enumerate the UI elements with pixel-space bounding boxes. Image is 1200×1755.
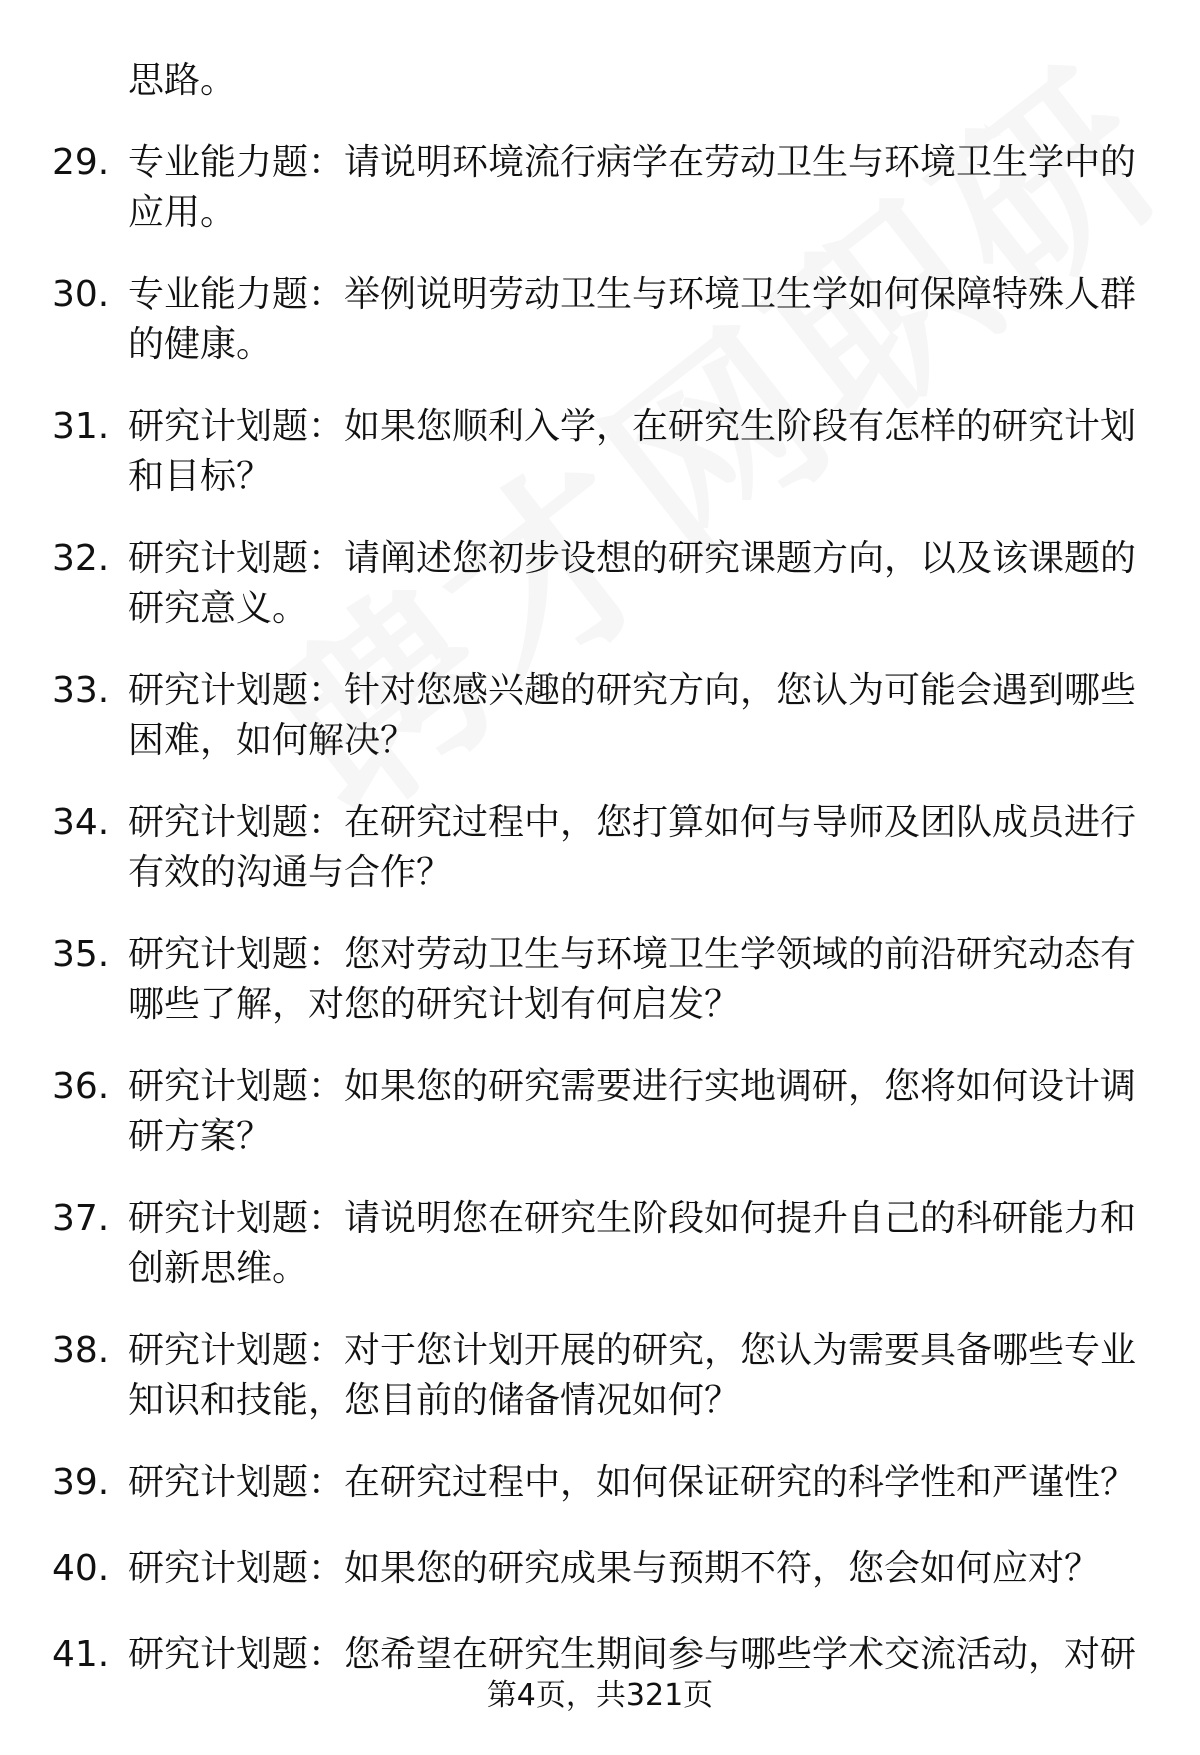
question-item <box>0 534 1200 666</box>
question-item <box>0 930 1200 1062</box>
question-text: 研究计划题：针对您感兴趣的研究方向，您认为可能会遇到哪些 困难，如何解决？ <box>128 670 1137 761</box>
question-list <box>0 138 1200 1716</box>
question-text: 研究计划题：请说明您在研究生阶段如何提升自己的科研能力和 创新思维。 <box>128 1198 1137 1289</box>
question-text: 研究计划题：如果您的研究需要进行实地调研，您将如何设计调 研方案？ <box>128 1066 1137 1157</box>
question-text: 研究计划题：在研究过程中，您打算如何与导师及团队成员进行 有效的沟通与合作？ <box>128 802 1137 893</box>
question-number: 39. <box>52 1462 110 1503</box>
question-number: 35. <box>52 934 110 975</box>
question-text: 研究计划题：您对劳动卫生与环境卫生学领域的前沿研究动态有 哪些了解，对您的研究计划有何启发？ <box>128 934 1137 1025</box>
question-number: 38. <box>52 1330 110 1371</box>
question-number: 33. <box>52 670 110 711</box>
question-text: 研究计划题：在研究过程中，如何保证研究的科学性和严谨性？ <box>128 1462 1137 1503</box>
question-item <box>0 270 1200 402</box>
question-text: 研究计划题：请阐述您初步设想的研究课题方向，以及该课题的 研究意义。 <box>128 538 1137 629</box>
question-text: 专业能力题：请说明环境流行病学在劳动卫生与环境卫生学中的 应用。 <box>128 142 1137 233</box>
question-number: 37. <box>52 1198 110 1239</box>
question-item <box>0 402 1200 534</box>
question-item <box>0 666 1200 798</box>
question-number: 31. <box>52 406 110 447</box>
question-number: 34. <box>52 802 110 843</box>
question-item <box>0 1062 1200 1194</box>
question-item <box>0 1458 1200 1544</box>
question-text: 研究计划题：您希望在研究生期间参与哪些学术交流活动，对研 <box>128 1634 1137 1675</box>
question-text: 研究计划题：对于您计划开展的研究，您认为需要具备哪些专业 知识和技能，您目前的储备情况如何？ <box>128 1330 1137 1421</box>
question-number: 32. <box>52 538 110 579</box>
question-number: 36. <box>52 1066 110 1107</box>
page-footer: 第4页，共321页 <box>486 1678 714 1713</box>
question-item <box>0 798 1200 930</box>
question-text: 研究计划题：如果您的研究成果与预期不符，您会如何应对？ <box>128 1548 1101 1589</box>
question-item <box>0 138 1200 270</box>
question-number: 41. <box>52 1634 110 1675</box>
question-item <box>0 1326 1200 1458</box>
question-number: 29. <box>52 142 110 183</box>
question-item <box>0 1544 1200 1630</box>
question-number: 30. <box>52 274 110 315</box>
question-number: 40. <box>52 1548 110 1589</box>
continued-text: 思路。 <box>128 60 237 101</box>
question-text: 研究计划题：如果您顺利入学，在研究生阶段有怎样的研究计划 和目标？ <box>128 406 1137 497</box>
question-text: 专业能力题：举例说明劳动卫生与环境卫生学如何保障特殊人群 的健康。 <box>128 274 1137 365</box>
question-item <box>0 1194 1200 1326</box>
